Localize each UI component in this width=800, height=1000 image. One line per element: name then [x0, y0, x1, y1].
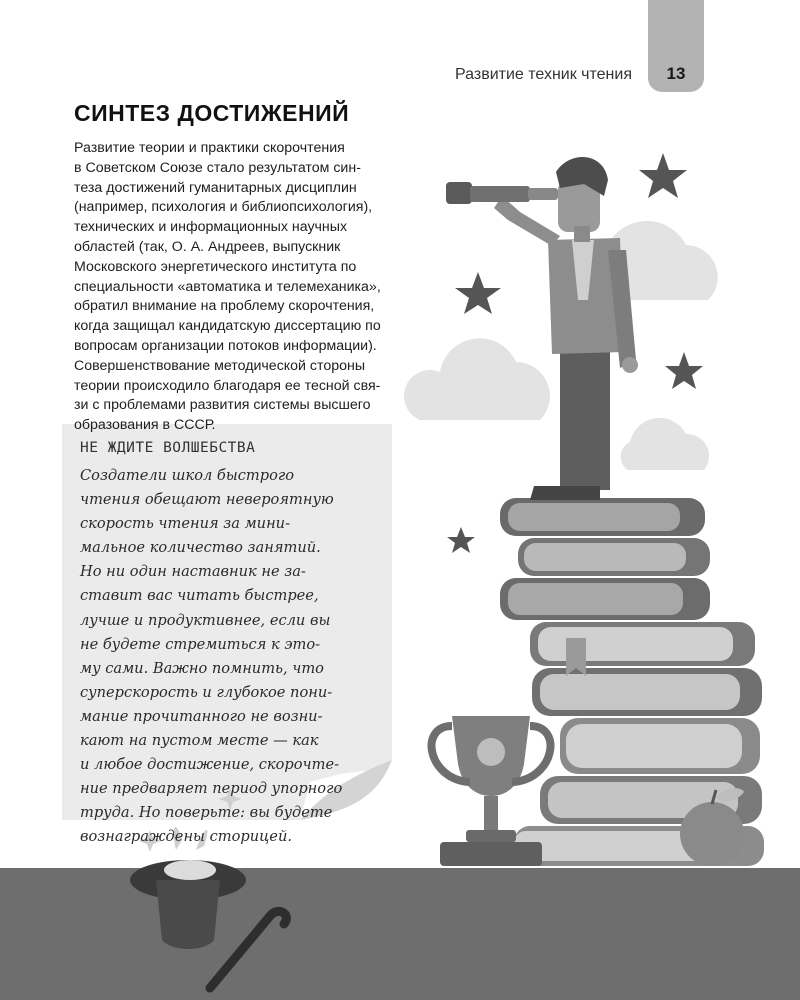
section-heading: СИНТЕЗ ДОСТИЖЕНИЙ: [74, 100, 350, 126]
star-icon: [665, 352, 703, 389]
note-title: НЕ ЖДИТЕ ВОЛШЕБСТВА: [80, 440, 256, 456]
spyglass-icon: [446, 182, 558, 204]
trophy-icon: [432, 716, 551, 866]
note-line: Создатели школ быстрого: [80, 467, 295, 484]
paragraph-line: теории происходило благодаря ее тесной свя-: [74, 377, 381, 394]
paragraph-line: зи с проблемами развития системы высшего: [74, 397, 371, 414]
paragraph-line: вопросам организации потоков информации).: [74, 337, 377, 354]
star-icon: [455, 272, 501, 314]
note-line: кают на пустом месте — как: [80, 732, 319, 750]
paragraph-line: областей (так, О. А. Андреев, выпускник: [74, 238, 341, 255]
paragraph-line: Развитие теории и практики скорочтения: [74, 140, 345, 156]
note-line: ставит вас читать быстрее,: [80, 587, 319, 605]
paragraph-line: (например, психология и библиопсихология),: [74, 199, 373, 216]
note-line: и любое достижение, скорочте-: [80, 756, 340, 774]
note-line: скорость чтения за мини-: [80, 515, 291, 533]
paragraph-line: Совершенствование методической стороны: [74, 357, 366, 374]
section-paragraph: [74, 139, 381, 436]
floor: [0, 868, 800, 1000]
paragraph-line: специальности «автоматика и телемеханика»,: [74, 278, 381, 295]
note-line: чтения обещают невероятную: [80, 491, 334, 509]
star-icon: [639, 153, 687, 198]
star-icon: [447, 527, 475, 553]
note-line: суперскорость и глубокое пони-: [80, 683, 333, 701]
note-line: мание прочитанного не возни-: [80, 707, 323, 725]
paragraph-line: технических и информационных научных: [74, 219, 348, 236]
note-text: [80, 464, 380, 850]
running-head: Развитие техник чтения: [455, 66, 632, 83]
note-line: ние предваряет период упорного: [80, 780, 343, 798]
note-line: вознаграждены сторицей.: [80, 828, 292, 846]
paragraph-line: Московского энергетического института по: [74, 258, 357, 275]
paragraph-line: теза достижений гуманитарных дисциплин: [74, 179, 357, 196]
paragraph-line: когда защищал кандидатскую диссертацию по: [74, 318, 381, 335]
note-line: му сами. Важно помнить, что: [80, 659, 324, 677]
man-figure: [446, 157, 638, 500]
cloud-icon: [404, 338, 550, 420]
paragraph-line: образования в СССР.: [74, 417, 216, 434]
note-line: не будете стремиться к это-: [80, 635, 321, 653]
note-line: труда. Но поверьте: вы будете: [80, 804, 333, 822]
cloud-icon: [621, 418, 709, 470]
page-number: 13: [666, 64, 686, 83]
paragraph-line: обратил внимание на проблему скорочтения,: [74, 298, 375, 315]
note-line: мальное количество занятий.: [80, 539, 321, 557]
note-line: лучше и продуктивнее, если вы: [80, 611, 331, 629]
paragraph-line: в Советском Союзе стало результатом син-: [74, 159, 361, 176]
note-line: Но ни один наставник не за-: [80, 563, 306, 581]
